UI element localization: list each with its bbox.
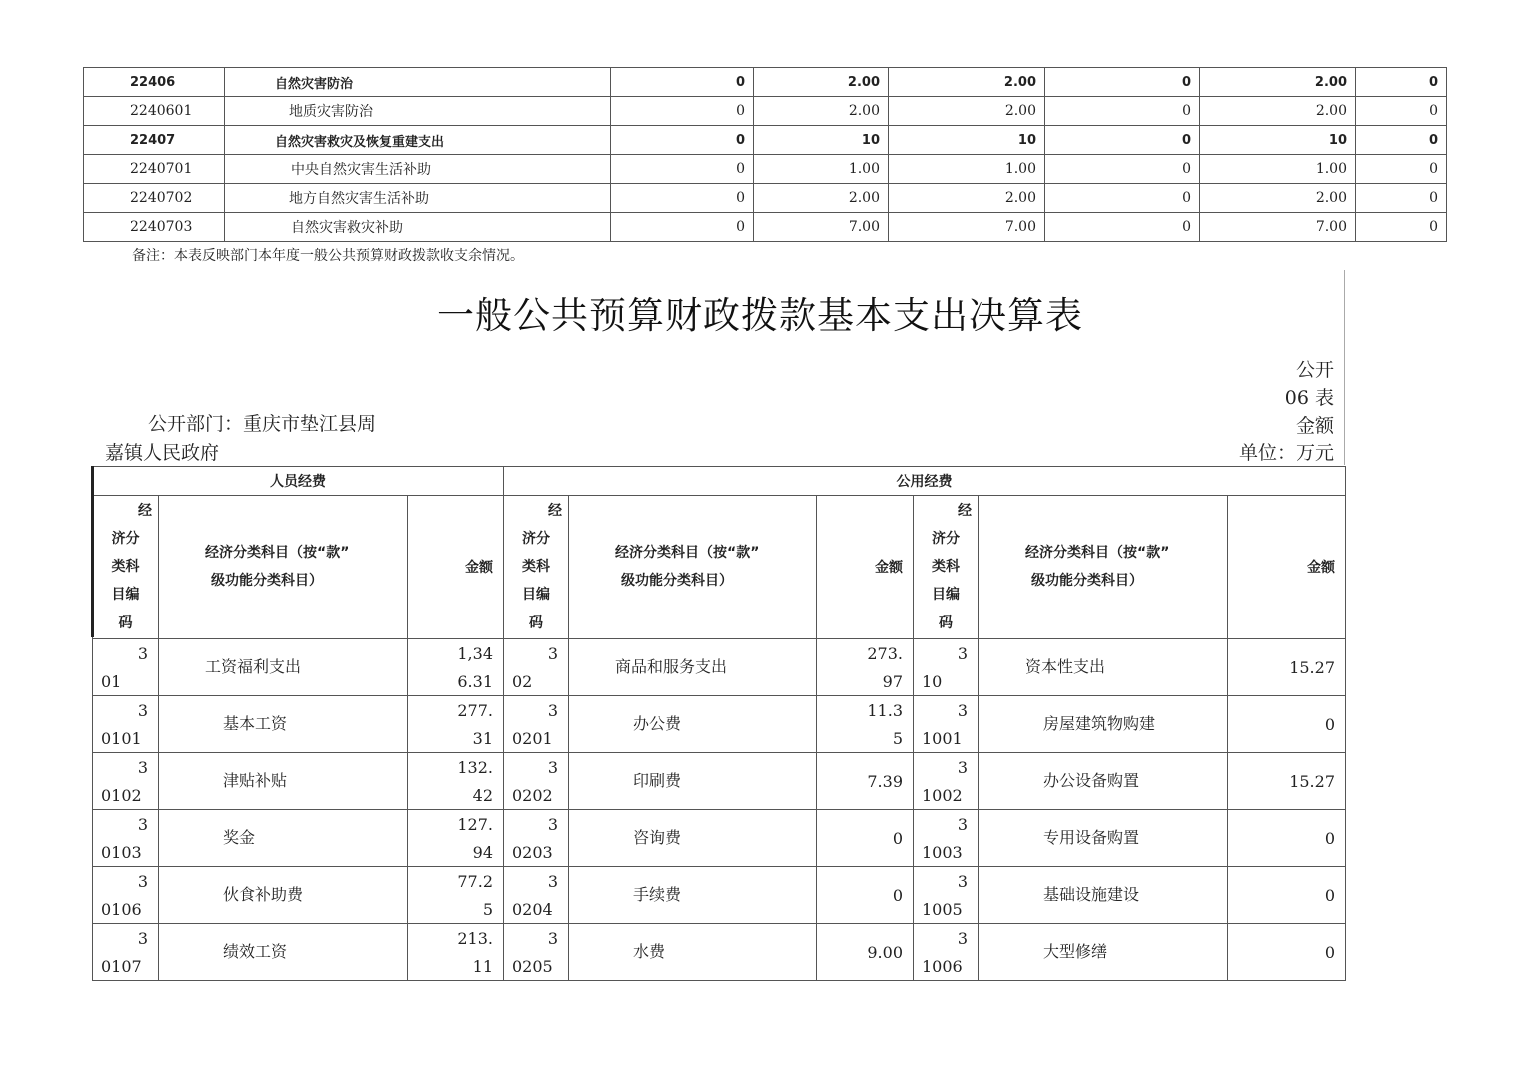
subject-code-cell: 2240701 (84, 155, 225, 184)
table-number-label: 公开 (1295, 359, 1334, 381)
economic-subject-cell (159, 696, 408, 753)
amount-cell (1228, 639, 1346, 696)
amount-cell: 0 (1356, 68, 1447, 97)
amount-cell (408, 924, 504, 981)
amount-cell (817, 924, 914, 981)
amount-value: 1,34 (457, 644, 493, 663)
amount-column-header: 金额 (817, 496, 914, 639)
economic-code-cell (504, 810, 569, 867)
amount-value: 0 (1324, 829, 1335, 848)
economic-code-cell (504, 639, 569, 696)
subject-name: 基本工资 (223, 714, 288, 733)
economic-code-cell (504, 924, 569, 981)
amount-cell: 2.00 (1200, 68, 1356, 97)
amount-cell: 0 (1045, 126, 1200, 155)
budget-balance-table (83, 67, 1447, 242)
economic-subject-cell (569, 924, 817, 981)
amount-cell (1228, 753, 1346, 810)
group-header-public: 公用经费 (504, 467, 1346, 496)
economic-subject-cell (979, 639, 1228, 696)
amount-cell: 1.00 (889, 155, 1045, 184)
code-part: 3 (957, 644, 968, 663)
economic-code-cell (914, 696, 979, 753)
amount-value: 0 (892, 886, 903, 905)
code-part: 0103 (101, 843, 142, 862)
code-column-header (93, 496, 159, 639)
economic-subject-cell (159, 867, 408, 924)
economic-subject-cell (979, 753, 1228, 810)
amount-value: 7.39 (867, 772, 903, 791)
code-part: 1006 (922, 957, 963, 976)
amount-cell (817, 753, 914, 810)
economic-subject-cell (159, 810, 408, 867)
amount-cell: 2.00 (889, 68, 1045, 97)
code-part: 3 (547, 758, 558, 777)
code-part: 3 (957, 815, 968, 834)
table-row (93, 867, 1346, 924)
amount-cell (817, 810, 914, 867)
code-part: 0107 (101, 957, 142, 976)
subject-code-cell: 2240703 (84, 213, 225, 242)
subject-name-cell: 地质灾害防治 (225, 97, 611, 126)
table-row (93, 810, 1346, 867)
code-header-line: 经 (548, 503, 562, 519)
subject-name: 房屋建筑物购建 (1043, 714, 1156, 733)
amount-cell (1228, 696, 1346, 753)
code-header-line: 类科 (932, 559, 960, 575)
code-part: 3 (547, 815, 558, 834)
economic-subject-cell (569, 810, 817, 867)
amount-value: 11.3 (867, 701, 903, 720)
subject-code-cell: 2240702 (84, 184, 225, 213)
subject-code-cell: 22407 (84, 126, 225, 155)
subject-header-line: 级功能分类科目） (621, 573, 733, 589)
code-part: 3 (137, 929, 148, 948)
code-part: 0101 (101, 729, 142, 748)
amount-cell: 0 (1356, 126, 1447, 155)
economic-subject-cell (569, 867, 817, 924)
amount-cell: 2.00 (754, 97, 889, 126)
amount-cell (1228, 810, 1346, 867)
code-part: 3 (547, 644, 558, 663)
subject-name: 手续费 (633, 885, 682, 904)
amount-value: 11 (472, 957, 493, 976)
economic-code-cell (93, 696, 159, 753)
amount-value: 6.31 (457, 672, 493, 691)
code-part: 0102 (101, 786, 142, 805)
amount-cell: 2.00 (889, 97, 1045, 126)
economic-subject-cell (979, 810, 1228, 867)
amount-value: 132. (457, 758, 493, 777)
code-header-line: 目编 (932, 587, 960, 603)
code-column-header (504, 496, 569, 639)
code-part: 0203 (512, 843, 553, 862)
amount-value: 0 (1324, 886, 1335, 905)
code-part: 0204 (512, 900, 553, 919)
subject-name: 咨询费 (633, 828, 682, 847)
basic-expenditure-table (92, 466, 1346, 981)
department-label-cont: 嘉镇人民政府 (105, 442, 220, 464)
subject-header-line: 经济分类科目（按“款” (205, 545, 350, 561)
table-row (93, 924, 1346, 981)
amount-cell: 2.00 (1200, 97, 1356, 126)
amount-cell: 0 (1045, 213, 1200, 242)
subject-code-cell: 22406 (84, 68, 225, 97)
amount-cell (408, 696, 504, 753)
economic-code-cell (504, 753, 569, 810)
code-part: 0201 (512, 729, 553, 748)
table-row (84, 184, 1447, 213)
subject-name-cell: 中央自然灾害生活补助 (225, 155, 611, 184)
code-header-line: 济分 (111, 531, 140, 547)
code-part: 0205 (512, 957, 553, 976)
amount-value: 0 (1324, 715, 1335, 734)
amount-column-header: 金额 (408, 496, 504, 639)
amount-value: 273. (867, 644, 903, 663)
economic-code-cell (504, 867, 569, 924)
table-row (84, 155, 1447, 184)
amount-value: 127. (457, 815, 493, 834)
code-part: 02 (512, 672, 533, 691)
code-header-line: 济分 (932, 531, 960, 547)
group-header-personnel: 人员经费 (93, 467, 504, 496)
code-part: 1002 (922, 786, 963, 805)
economic-code-cell (93, 867, 159, 924)
amount-cell (1228, 867, 1346, 924)
code-part: 01 (101, 672, 122, 691)
code-part: 1005 (922, 900, 963, 919)
amount-cell: 1.00 (754, 155, 889, 184)
amount-cell (817, 867, 914, 924)
code-part: 3 (547, 929, 558, 948)
code-header-line: 类科 (111, 559, 140, 575)
amount-cell: 0 (1045, 155, 1200, 184)
amount-cell: 2.00 (889, 184, 1045, 213)
amount-value: 5 (482, 900, 493, 919)
subject-name-cell: 地方自然灾害生活补助 (225, 184, 611, 213)
economic-subject-cell (159, 639, 408, 696)
code-header-line: 目编 (522, 587, 550, 603)
subject-name: 印刷费 (633, 771, 682, 790)
code-part: 3 (137, 872, 148, 891)
subject-header-line: 经济分类科目（按“款” (615, 545, 760, 561)
code-header-line: 目编 (111, 587, 140, 603)
table-row (84, 97, 1447, 126)
code-part: 10 (922, 672, 943, 691)
amount-cell: 10 (889, 126, 1045, 155)
amount-value: 15.27 (1289, 658, 1335, 677)
amount-value: 5 (892, 729, 903, 748)
amount-cell: 0 (1356, 155, 1447, 184)
economic-subject-cell (979, 924, 1228, 981)
amount-cell: 7.00 (754, 213, 889, 242)
economic-code-cell (914, 810, 979, 867)
table-row (93, 639, 1346, 696)
subject-name: 工资福利支出 (205, 657, 302, 676)
department-label: 公开部门：重庆市垫江县周 (148, 413, 377, 435)
code-part: 3 (547, 872, 558, 891)
amount-value: 277. (457, 701, 493, 720)
table-row (84, 126, 1447, 155)
economic-code-cell (914, 924, 979, 981)
code-header-line: 码 (939, 615, 953, 631)
amount-cell: 7.00 (889, 213, 1045, 242)
amount-value: 42 (472, 786, 493, 805)
amount-cell (1228, 924, 1346, 981)
table-note: 备注：本表反映部门本年度一般公共预算财政拨款收支余情况。 (132, 248, 524, 264)
amount-cell: 7.00 (1200, 213, 1356, 242)
code-part: 3 (957, 758, 968, 777)
unit-label-cont: 单位：万元 (1238, 442, 1334, 464)
table-left-border (91, 466, 94, 637)
amount-cell: 1.00 (1200, 155, 1356, 184)
amount-cell: 0 (611, 213, 754, 242)
code-part: 3 (137, 815, 148, 834)
subject-code-cell: 2240601 (84, 97, 225, 126)
amount-cell: 0 (1356, 97, 1447, 126)
unit-label: 金额 (1295, 415, 1334, 437)
amount-value: 0 (892, 829, 903, 848)
subject-name: 奖金 (223, 828, 256, 847)
economic-subject-cell (569, 753, 817, 810)
report-title: 一般公共预算财政拨款基本支出决算表 (437, 294, 1083, 337)
code-part: 3 (957, 872, 968, 891)
amount-cell: 0 (611, 68, 754, 97)
amount-cell: 2.00 (1200, 184, 1356, 213)
amount-cell (408, 810, 504, 867)
subject-column-header (569, 496, 817, 639)
economic-code-cell (504, 696, 569, 753)
economic-subject-cell (979, 696, 1228, 753)
amount-cell: 0 (1356, 213, 1447, 242)
table-row (93, 696, 1346, 753)
amount-cell: 0 (611, 97, 754, 126)
code-part: 3 (957, 701, 968, 720)
economic-code-cell (93, 810, 159, 867)
amount-cell (408, 639, 504, 696)
amount-cell: 0 (1356, 184, 1447, 213)
amount-cell: 10 (754, 126, 889, 155)
code-header-line: 码 (529, 615, 543, 631)
subject-name: 伙食补助费 (223, 885, 304, 904)
code-header-line: 济分 (522, 531, 550, 547)
economic-code-cell (93, 639, 159, 696)
amount-cell: 0 (1045, 97, 1200, 126)
subject-name: 商品和服务支出 (615, 657, 728, 676)
amount-cell: 0 (611, 155, 754, 184)
amount-value: 77.2 (457, 872, 493, 891)
subject-name: 专用设备购置 (1043, 828, 1140, 847)
code-header-line: 码 (118, 615, 133, 631)
subject-name: 资本性支出 (1025, 657, 1106, 676)
amount-cell: 2.00 (754, 184, 889, 213)
amount-value: 213. (457, 929, 493, 948)
subject-name: 办公设备购置 (1043, 771, 1140, 790)
amount-cell (408, 867, 504, 924)
subject-column-header (979, 496, 1228, 639)
subject-name: 津贴补贴 (223, 771, 288, 790)
amount-value: 15.27 (1289, 772, 1335, 791)
subject-name-cell: 自然灾害防治 (225, 68, 611, 97)
code-column-header (914, 496, 979, 639)
subject-name: 水费 (633, 942, 666, 961)
subject-name: 绩效工资 (223, 942, 288, 961)
code-header-line: 类科 (522, 559, 550, 575)
code-part: 3 (137, 701, 148, 720)
amount-cell: 10 (1200, 126, 1356, 155)
amount-value: 31 (472, 729, 493, 748)
code-part: 3 (137, 644, 148, 663)
table-number-label-cont: 06 表 (1284, 387, 1334, 409)
amount-cell (408, 753, 504, 810)
subject-name: 办公费 (633, 714, 682, 733)
subject-name: 基础设施建设 (1043, 885, 1140, 904)
economic-code-cell (93, 924, 159, 981)
code-header-line: 经 (138, 503, 152, 519)
economic-subject-cell (159, 753, 408, 810)
table-row (84, 213, 1447, 242)
code-part: 3 (957, 929, 968, 948)
subject-name-cell: 自然灾害救灾及恢复重建支出 (225, 126, 611, 155)
economic-code-cell (914, 867, 979, 924)
code-part: 1001 (922, 729, 963, 748)
subject-column-header (159, 496, 408, 639)
subject-name: 大型修缮 (1043, 942, 1108, 961)
amount-value: 94 (472, 843, 493, 862)
economic-code-cell (914, 753, 979, 810)
code-part: 1003 (922, 843, 963, 862)
economic-subject-cell (159, 924, 408, 981)
economic-code-cell (914, 639, 979, 696)
subject-header-line: 级功能分类科目） (211, 573, 323, 589)
amount-value: 9.00 (867, 943, 903, 962)
economic-subject-cell (569, 639, 817, 696)
table-row (93, 753, 1346, 810)
code-part: 3 (547, 701, 558, 720)
amount-cell: 0 (611, 184, 754, 213)
amount-value: 97 (882, 672, 903, 691)
economic-subject-cell (569, 696, 817, 753)
code-part: 3 (137, 758, 148, 777)
amount-column-header: 金额 (1228, 496, 1346, 639)
code-part: 0202 (512, 786, 553, 805)
amount-cell (817, 696, 914, 753)
subject-header-line: 级功能分类科目） (1031, 573, 1143, 589)
amount-cell: 0 (1045, 68, 1200, 97)
code-part: 0106 (101, 900, 142, 919)
amount-cell: 0 (611, 126, 754, 155)
amount-cell: 0 (1045, 184, 1200, 213)
subject-name-cell: 自然灾害救灾补助 (225, 213, 611, 242)
economic-subject-cell (979, 867, 1228, 924)
subject-header-line: 经济分类科目（按“款” (1025, 545, 1170, 561)
economic-code-cell (93, 753, 159, 810)
table-row (84, 68, 1447, 97)
amount-cell (817, 639, 914, 696)
amount-cell: 2.00 (754, 68, 889, 97)
amount-value: 0 (1324, 943, 1335, 962)
code-header-line: 经 (958, 503, 972, 519)
